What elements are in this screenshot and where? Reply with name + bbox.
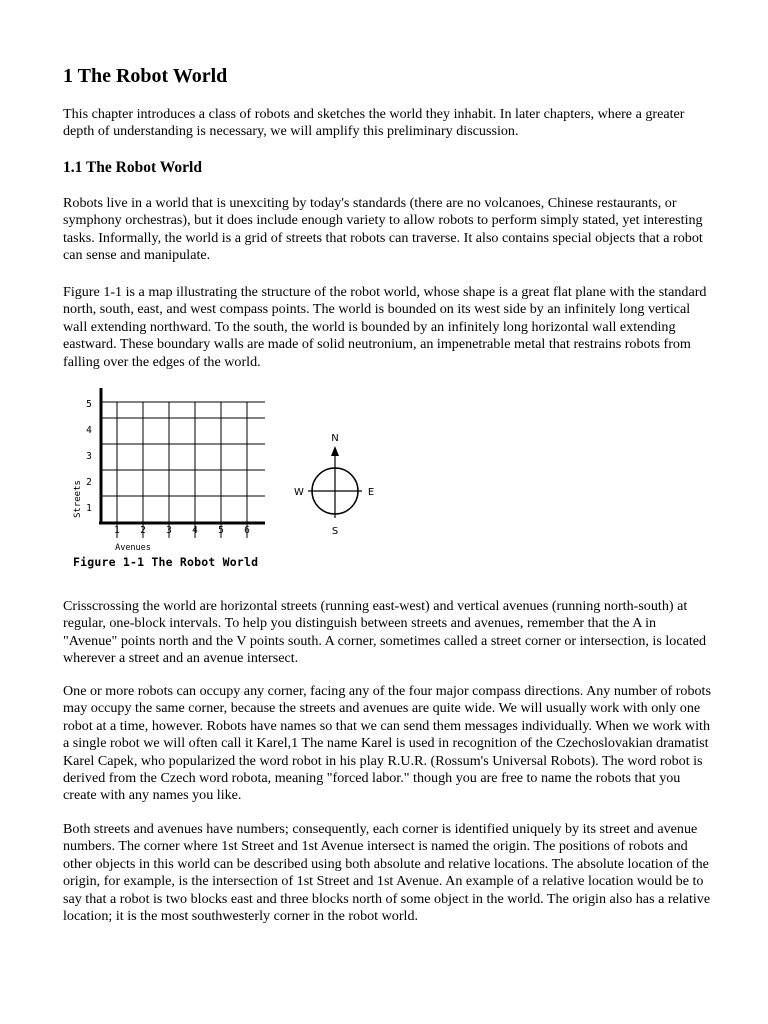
avenue-number: 6 bbox=[244, 525, 250, 536]
street-number: 2 bbox=[86, 477, 92, 488]
crisscross-paragraph: Crisscrossing the world are horizontal streets (running east-west) and vertical avenues (running north-south) at regular, one-block intervals. To help you distinguish between streets and avenues, remember that the A in "Avenue" points north and the V points south. A corner, sometimes called a street corner or intersection, is located wherever a street and an avenue intersect. bbox=[63, 598, 707, 667]
robot-world-figure bbox=[63, 380, 393, 580]
compass-rose bbox=[294, 433, 374, 537]
section-title: 1.1 The Robot World bbox=[63, 159, 202, 176]
avenue-number: 2 bbox=[140, 525, 146, 536]
avenues-axis-label: Avenues bbox=[115, 543, 151, 553]
street-number: 5 bbox=[86, 399, 92, 410]
grid-lines bbox=[101, 402, 265, 538]
avenue-number: 5 bbox=[218, 525, 224, 536]
chapter-title: 1 The Robot World bbox=[63, 65, 228, 87]
numbers-paragraph: Both streets and avenues have numbers; consequently, each corner is identified uniquely by its street and avenue numbers. The corner where 1st Street and 1st Avenue intersect is named the origin. The positions of robots and other objects in this world can be described using both absolute and relative locations. The absolute location of the origin, for example, is the intersection of 1st Street and 1st Avenue. An example of a relative location would be to say that a robot is two blocks east and three blocks north of some object in the world. The origin also has a relative location; it is the most southwesterly corner in the robot world. bbox=[63, 821, 711, 925]
figure-reference-paragraph: Figure 1-1 is a map illustrating the structure of the robot world, whose shape is a great flat plane with the standard north, south, east, and west compass points. The world is bounded on its west side by an infinitely long vertical wall extending northward. To the south, the world is bounded by an infinitely long horizontal wall extending eastward. These boundary walls are made of solid neutronium, an impenetrable metal that restrains robots from falling over the edges of the world. bbox=[63, 284, 707, 370]
north-arrow-icon bbox=[331, 446, 339, 456]
avenue-number: 3 bbox=[166, 525, 172, 536]
figure-caption: Figure 1-1 The Robot World bbox=[73, 555, 259, 569]
chapter-intro-paragraph: This chapter introduces a class of robots and sketches the world they inhabit. In later chapters, where a greater depth of understanding is necessary, we will amplify this preliminary discussion. bbox=[63, 106, 685, 140]
street-number: 4 bbox=[86, 425, 92, 436]
street-number: 1 bbox=[86, 503, 92, 514]
avenue-number: 1 bbox=[114, 525, 120, 536]
street-number: 3 bbox=[86, 451, 92, 462]
compass-south: S bbox=[331, 526, 339, 537]
compass-west: W bbox=[294, 487, 304, 498]
robot-world-diagram bbox=[63, 380, 393, 580]
corners-paragraph: One or more robots can occupy any corner, facing any of the four major compass directions. Any number of robots may occupy the same corner, because the streets and avenues are quite wide. We will usually work with only one robot at a time, however. Robots have names so that we can send them messages individually. When we work with a single robot we will often call it Karel,1 The name Karel is used in recognition of the Czechoslovakian dramatist Karel Capek, who popularized the word robot in his play R.U.R. (Rossum's Universal Robots). The word robot is derived from the Czech word robota, meaning "forced labor." though you are free to name the robots that you create with any names you like. bbox=[63, 683, 711, 804]
robots-live-paragraph: Robots live in a world that is unexciting by today's standards (there are no volcanoes, Chinese restaurants, or symphony orchestras), but it does include enough variety to allow robots to perform simply stated, yet interesting tasks. Informally, the world is a grid of streets that robots can traverse. It also contains special objects that a robot can sense and manipulate. bbox=[63, 195, 703, 264]
streets-axis-label: Streets bbox=[73, 480, 83, 518]
compass-east: E bbox=[367, 487, 375, 498]
avenue-number: 4 bbox=[192, 525, 198, 536]
compass-north: N bbox=[331, 433, 339, 444]
